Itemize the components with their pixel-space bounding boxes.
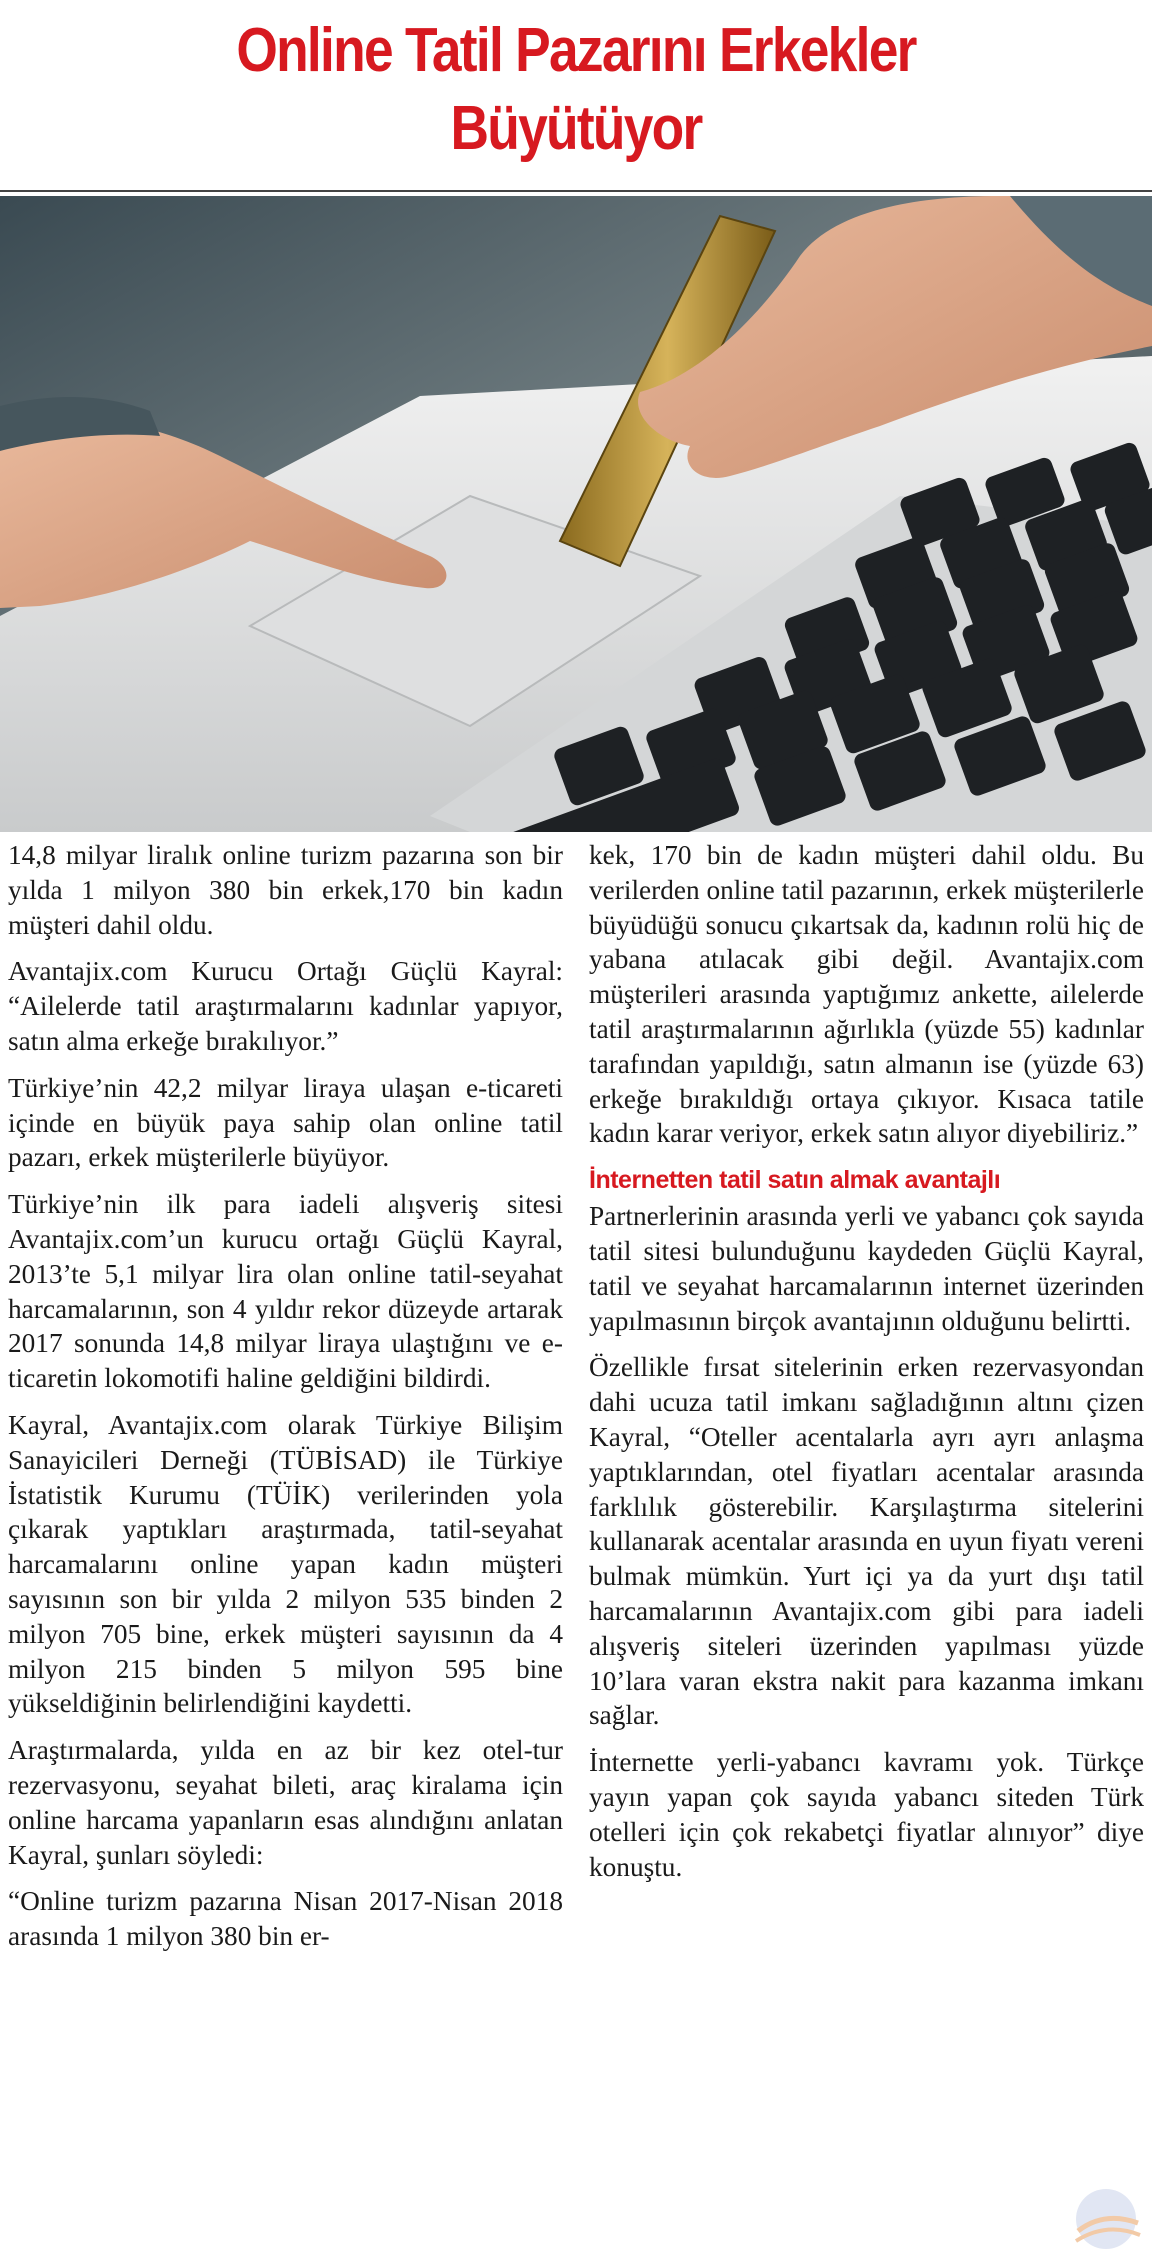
title-divider <box>0 190 1152 192</box>
lead-paragraph: 14,8 milyar liralık online turizm pazarına son bir yılda 1 milyon 380 bin erkek,170 bin kadın müşteri dahil oldu. <box>8 840 563 940</box>
title-line-1: Online Tatil Pazarını Erkekler <box>236 16 916 85</box>
body-paragraph: Türkiye’nin 42,2 milyar liraya ulaşan e-ticareti içinde en büyük paya sahip olan online tatil pazarı, erkek müşterilerle büyüyor. <box>8 1072 563 1173</box>
article-column-left <box>8 838 563 2258</box>
publication-logo-icon <box>1066 2179 1146 2259</box>
body-paragraph: Araştırmalarda, yılda en az bir kez otel-tur rezervasyonu, seyahat bileti, araç kiralama için online harcama yapanların esas alındığını anlatan Kayral, şunları söyledi: <box>8 1735 563 1870</box>
body-paragraph: Özellikle fırsat sitelerinin erken rezervasyondan dahi ucuza tatil imkanı sağladığının altını çizen Kayral, “Oteller acentalarla ayrı ayrı anlaşma yaptıklarından, otel fiyatları acentalar arasında farklılık gösterebilir. Karşılaştırma sitelerini kullanarak acentalar arasında en uyun fiyatı vereni bulmak mümkün. Yurt içi ya da yurt dışı tatil harcamalarının Avantajix.com gibi para iadeli alışveriş siteleri üzerinden yapılması yüzde 10’lara varan ekstra nakit para kazanma imkanı sağlar. <box>589 1352 1144 1731</box>
body-paragraph: Partnerlerinin arasında yerli ve yabancı çok sayıda tatil sitesi bulunduğunu kaydeden Güçlü Kayral, tatil ve seyahat harcamalarının internet üzerinden yapılmasının birçok avantajının olduğunu belirtti. <box>589 1201 1144 1336</box>
article-column-right <box>589 838 1144 2258</box>
body-paragraph: İnternette yerli-yabancı kavramı yok. Türkçe yayın yapan çok sayıda yabancı siteden Türk otelleri için çok rekabetçi fiyatlar alınıyor” diye konuştu. <box>589 1747 1144 1882</box>
article-title <box>81 0 1072 188</box>
quote-paragraph: Avantajix.com Kurucu Ortağı Güçlü Kayral: “Ailelerde tatil araştırmalarını kadınlar yapıyor, satın alma erkeğe bırakılıyor.” <box>8 956 563 1056</box>
section-subheading: İnternetten tatil satın almak avantajlı <box>589 1166 1001 1195</box>
body-paragraph: kek, 170 bin de kadın müşteri dahil oldu. Bu verilerden online tatil pazarının, erkek müşterilerle büyüdüğü sonucu çıkartsak da, kadının rolü hiç de yabana atılacak gibi değil. Avantajix.com müşterileri arasında yaptığımız ankette, ailelerde tatil araştırmalarının ağırlıkla (yüzde 55) kadınlar tarafından yapıldığı, satın almanın ise (yüzde 63) erkeğe bırakıldığı ortaya çıkıyor. Kısaca tatile kadın karar veriyor, erkek satın alıyor diyebiliriz.” <box>589 840 1144 1149</box>
body-paragraph: Kayral, Avantajix.com olarak Türkiye Bilişim Sanayicileri Derneği (TÜBİSAD) ile Türkiye İstatistik Kurumu (TÜİK) verilerinden yola çıkarak yaptıkları araştırmada, tatil-seyahat harcamalarını online yapan kadın müşteri sayısının son bir yılda 2 milyon 535 binden 2 milyon 705 bine, erkek müşteri sayısının da 4 milyon 215 binden 5 milyon 595 bine yükseldiğinin belirlendiğini kaydetti. <box>8 1409 563 1719</box>
title-line-2: Büyütüyor <box>450 94 702 163</box>
laptop-credit-card-photo-icon <box>0 196 1152 832</box>
body-paragraph: “Online turizm pazarına Nisan 2017-Nisan 2018 arasında 1 milyon 380 bin er- <box>8 1886 563 1952</box>
article-photo <box>0 196 1152 832</box>
body-paragraph: Türkiye’nin ilk para iadeli alışveriş sitesi Avantajix.com’un kurucu ortağı Güçlü Kayral, 2013’te 5,1 milyar lira olan online tatil-seyahat harcamalarının, son 4 yıldır rekor düzeyde artarak 2017 sonunda 14,8 milyar liraya ulaştığını ve e-ticaretin lokomotifi haline geldiğini bildirdi. <box>8 1189 563 1394</box>
